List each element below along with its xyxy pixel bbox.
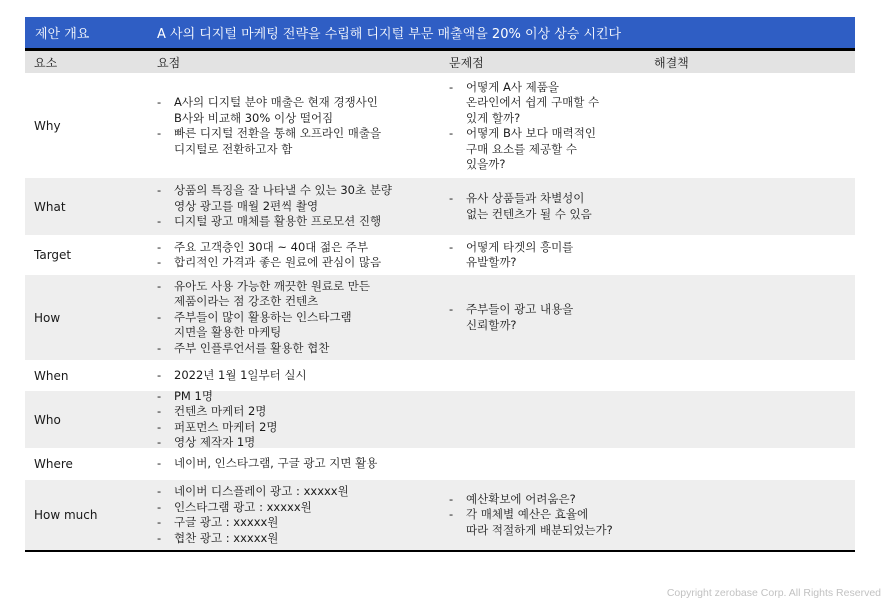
table-row bbox=[25, 360, 855, 391]
point-item: - 영상 제작자 1명 bbox=[157, 435, 449, 451]
element-cell: Where bbox=[34, 457, 73, 471]
point-item: - 합리적인 가격과 좋은 원료에 관심이 많음 bbox=[157, 255, 449, 271]
table-row bbox=[25, 275, 855, 360]
title-bar bbox=[25, 17, 855, 51]
point-item: - 디지털 광고 매체를 활용한 프로모션 진행 bbox=[157, 214, 449, 230]
problem-list bbox=[449, 492, 654, 539]
point-list bbox=[157, 279, 449, 357]
problem-cell bbox=[449, 492, 654, 539]
point-item: - 유아도 사용 가능한 깨끗한 원료로 만든 제품이라는 점 강조한 컨텐츠 bbox=[157, 279, 449, 310]
problem-item: - 어떻게 B사 보다 매력적인 구매 요소를 제공할 수 있을까? bbox=[449, 126, 654, 173]
element-cell: Why bbox=[34, 119, 61, 133]
point-item: - 협찬 광고 : xxxxx원 bbox=[157, 531, 449, 547]
point-list bbox=[157, 368, 449, 384]
point-item: - 주요 고객층인 30대 ~ 40대 젊은 주부 bbox=[157, 240, 449, 256]
point-item: - 네이버 디스플레이 광고 : xxxxx원 bbox=[157, 484, 449, 500]
table-row bbox=[25, 388, 855, 449]
point-cell bbox=[157, 240, 449, 271]
problem-cell bbox=[449, 191, 654, 222]
problem-list bbox=[449, 80, 654, 173]
element-cell: How much bbox=[34, 508, 98, 522]
element-cell: Who bbox=[34, 412, 61, 427]
point-cell bbox=[157, 95, 449, 157]
table-row bbox=[25, 74, 855, 178]
table-row bbox=[25, 448, 855, 480]
problem-list bbox=[449, 240, 654, 271]
point-cell bbox=[157, 484, 449, 546]
problem-item: - 어떻게 A사 제품을 온라인에서 쉽게 구매할 수 있게 할까? bbox=[449, 80, 654, 127]
title-label: 제안 개요 bbox=[35, 27, 90, 42]
point-list bbox=[157, 95, 449, 157]
point-item: - 퍼포먼스 마케터 2명 bbox=[157, 420, 449, 436]
point-item: - 주부 인플루언서를 활용한 협찬 bbox=[157, 341, 449, 357]
table-row bbox=[25, 178, 855, 235]
problem-cell bbox=[449, 240, 654, 271]
point-cell bbox=[157, 279, 449, 357]
proposal-overview-table bbox=[25, 17, 855, 552]
problem-list bbox=[449, 302, 654, 333]
problem-item: - 주부들이 광고 내용을 신뢰할까? bbox=[449, 302, 654, 333]
column-header-element: 요소 bbox=[34, 55, 58, 70]
point-list bbox=[157, 240, 449, 271]
table-body bbox=[25, 74, 855, 550]
point-item: - 빠른 디지털 전환을 통해 오프라인 매출을 디지털로 전환하고자 함 bbox=[157, 126, 449, 157]
point-item: - 네이버, 인스타그램, 구글 광고 지면 활용 bbox=[157, 456, 449, 472]
table-row bbox=[25, 235, 855, 275]
point-item: - A사의 디지털 분야 매출은 현재 경쟁사인 B사와 비교해 30% 이상 떨어짐 bbox=[157, 95, 449, 126]
problem-item: - 어떻게 타겟의 흥미를 유발할까? bbox=[449, 240, 654, 271]
column-header-points: 요점 bbox=[157, 55, 181, 70]
point-item: - PM 1명 bbox=[157, 389, 449, 405]
column-header-row bbox=[25, 51, 855, 74]
element-cell: How bbox=[34, 310, 61, 325]
column-header-solutions: 해결책 bbox=[654, 55, 689, 70]
problem-item: - 예산확보에 어려움은? bbox=[449, 492, 654, 508]
point-item: - 주부들이 많이 활용하는 인스타그램 지면을 활용한 마케팅 bbox=[157, 310, 449, 341]
problem-item: - 각 매체별 예산은 효율에 따라 적절하게 배분되었는가? bbox=[449, 507, 654, 538]
point-cell bbox=[157, 183, 449, 230]
problem-item: - 유사 상품들과 차별성이 없는 컨텐츠가 될 수 있음 bbox=[449, 191, 654, 222]
point-list bbox=[157, 183, 449, 230]
table-bottom-rule bbox=[25, 550, 855, 552]
problem-cell bbox=[449, 302, 654, 333]
table-row bbox=[25, 480, 855, 550]
point-cell bbox=[157, 389, 449, 451]
element-cell: Target bbox=[34, 248, 72, 262]
point-item: - 2022년 1월 1일부터 실시 bbox=[157, 368, 449, 384]
problem-cell bbox=[449, 80, 654, 173]
point-item: - 상품의 특징을 잘 나타낼 수 있는 30초 분량 영상 광고를 매월 2편씩 촬영 bbox=[157, 183, 449, 214]
point-list bbox=[157, 484, 449, 546]
point-item: - 구글 광고 : xxxxx원 bbox=[157, 515, 449, 531]
point-item: - 인스타그램 광고 : xxxxx원 bbox=[157, 500, 449, 516]
point-cell bbox=[157, 456, 449, 472]
column-header-problems: 문제점 bbox=[449, 55, 484, 70]
point-list bbox=[157, 389, 449, 451]
copyright-notice: Copyright zerobase Corp. All Rights Reserved bbox=[666, 587, 881, 599]
problem-list bbox=[449, 191, 654, 222]
element-cell: What bbox=[34, 199, 66, 214]
element-cell: When bbox=[34, 368, 69, 383]
title-statement: A 사의 디지털 마케팅 전략을 수립해 디지털 부문 매출액을 20% 이상 상승 시킨다 bbox=[157, 27, 622, 42]
point-list bbox=[157, 456, 449, 472]
point-item: - 컨텐츠 마케터 2명 bbox=[157, 404, 449, 420]
point-cell bbox=[157, 368, 449, 384]
